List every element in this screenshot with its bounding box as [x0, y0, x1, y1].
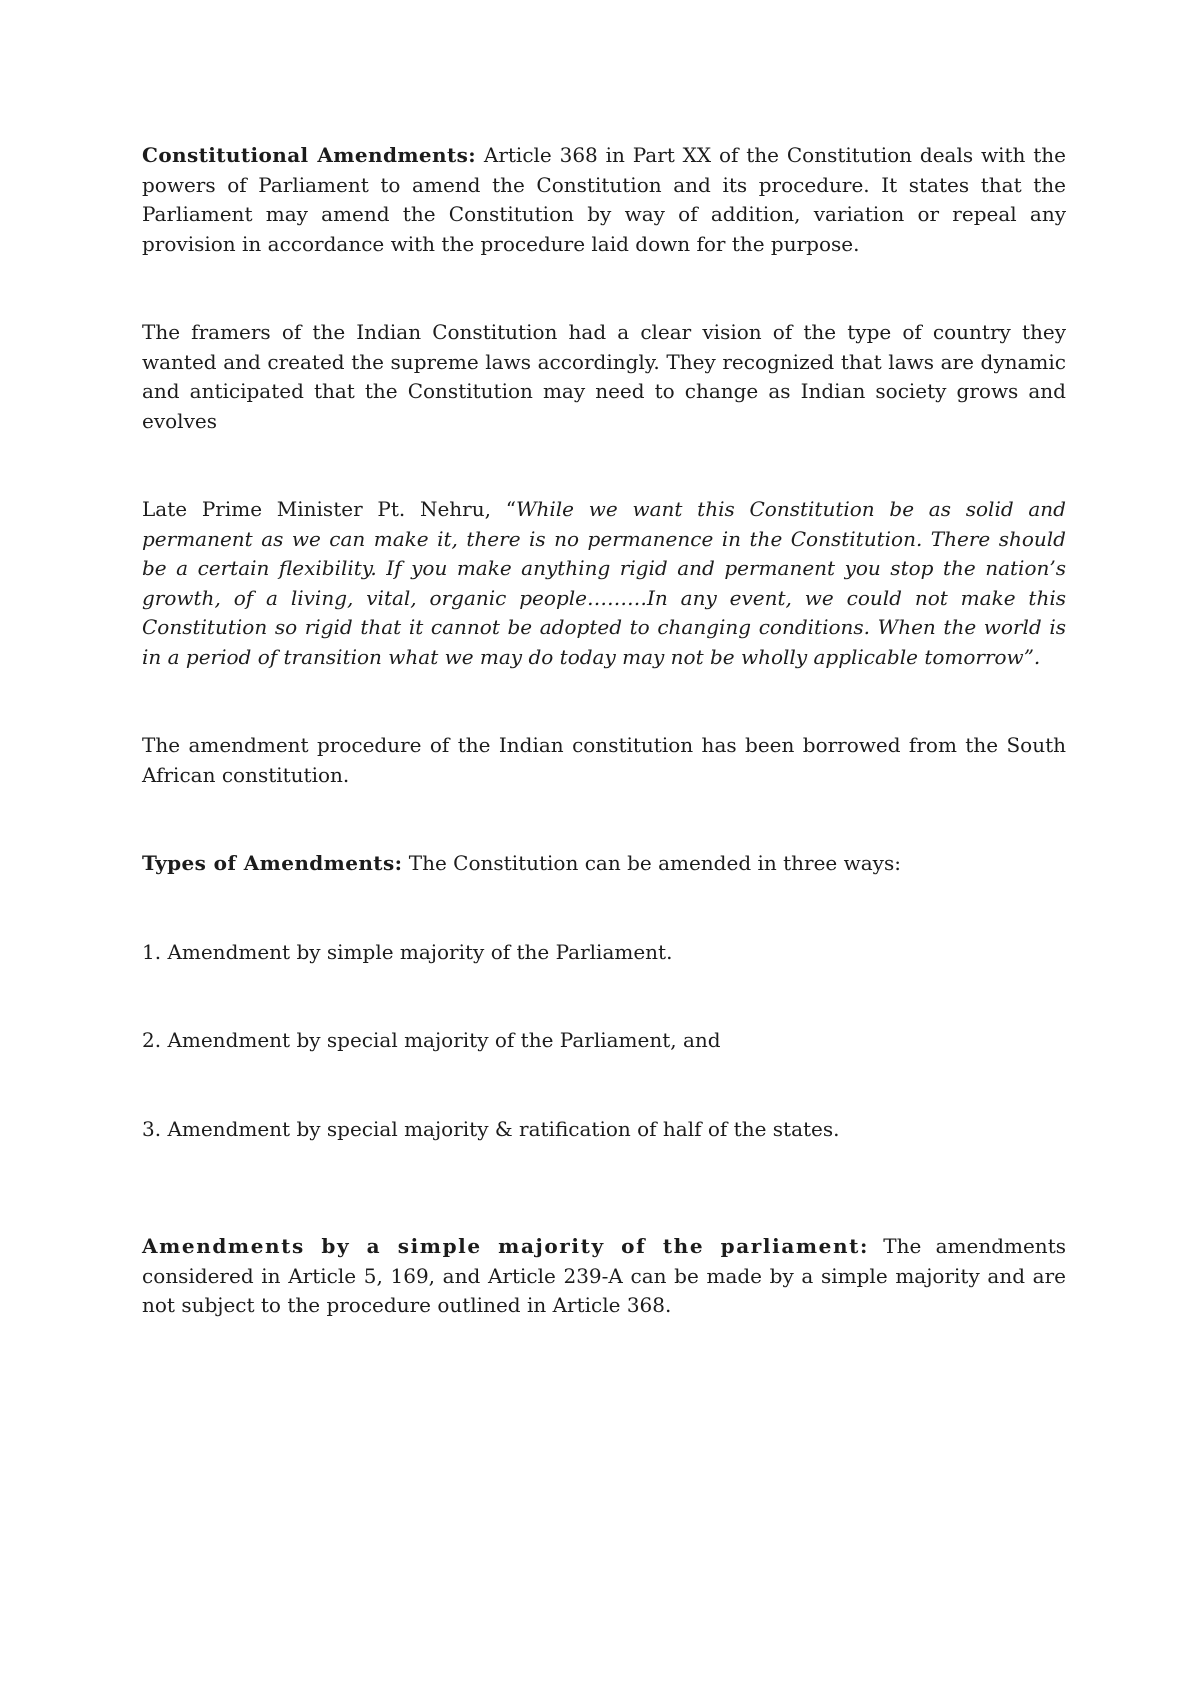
list-item — [142, 938, 1066, 968]
intro-text: Article 368 in Part XX of the Constitution deals with the powers of Parliament to amend the Constitution and its procedure. It states that the Parliament may amend the Constitution by way of addition, variation or repeal any provision in accordance with the procedure laid down for the purpose. — [142, 143, 1066, 256]
borrowed-text: The amendment procedure of the Indian constitution has been borrowed from the South African constitution. — [142, 733, 1066, 787]
list-item-text: 1. Amendment by simple majority of the Parliament. — [142, 939, 673, 964]
paragraph-nehru-quote — [142, 495, 1066, 672]
nehru-lead: Late Prime Minister Pt. Nehru, “ — [142, 497, 516, 521]
framers-text: The framers of the Indian Constitution had a clear vision of the type of country they wanted and created the supreme laws accordingly. They recognized that laws are dynamic and anticipated that the Constitution may need to change as Indian society grows and evolves — [142, 320, 1066, 433]
simple-majority-text: The amendments considered in Article 5, 169, and Article 239-A can be made by a simple majority and are not subject to the procedure outlined in Article 368. — [142, 1234, 1066, 1317]
heading-types-of-amendments: Types of Amendments: — [142, 851, 403, 875]
nehru-quote-closing: ”. — [1023, 644, 1041, 669]
heading-constitutional-amendments: Constitutional Amendments: — [142, 143, 477, 167]
paragraph-framers — [142, 318, 1066, 436]
list-item — [142, 1026, 1066, 1056]
nehru-quote-text: While we want this Constitution be as solid and permanent as we can make it, there is no permanence in the Constitution. There should be a certain flexibility. If you make anything rigid and permanent you stop the nation’s growth, of a living, vital, organic people………In any event, we could not make this Constitution so rigid that it cannot be adopted to changing conditions. When the world is in a period of transition what we may do today may not be wholly applicable tomorrow — [142, 497, 1066, 669]
list-item — [142, 1115, 1066, 1145]
list-item-text: 2. Amendment by special majority of the Parliament, and — [142, 1028, 721, 1052]
list-item-text: 3. Amendment by special majority & ratification of half of the states. — [142, 1116, 840, 1141]
paragraph-borrowed — [142, 731, 1066, 790]
paragraph-constitutional-amendments — [142, 141, 1066, 259]
document-body — [142, 141, 1066, 1321]
paragraph-types-of-amendments — [142, 849, 1066, 879]
paragraph-simple-majority — [142, 1232, 1066, 1321]
heading-simple-majority: Amendments by a simple majority of the parliament: — [142, 1234, 869, 1258]
types-text: The Constitution can be amended in three ways: — [402, 851, 901, 875]
